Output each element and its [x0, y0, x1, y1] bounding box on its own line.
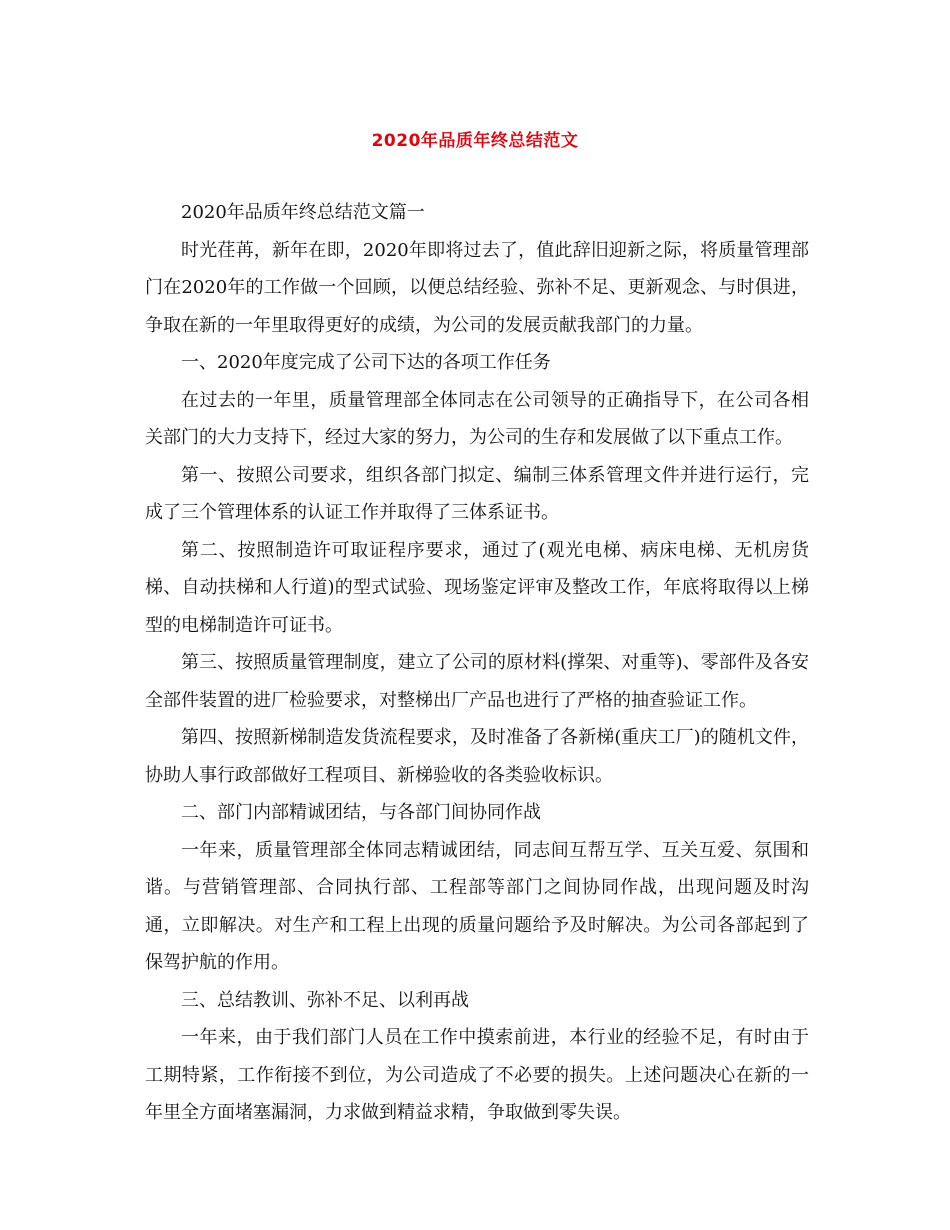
body-paragraph: 第四、按照新梯制造发货流程要求，及时准备了各新梯(重庆工厂)的随机文件，协助人事行政部做好工程项目、新梯验收的各类验收标识。 — [145, 727, 809, 786]
section-heading-1: 一、2020年度完成了公司下达的各项工作任务 — [181, 352, 551, 373]
section-heading-3: 三、总结教训、弥补不足、以利再战 — [181, 989, 469, 1011]
subtitle-paragraph: 2020年品质年终总结范文篇一 — [181, 202, 425, 223]
body-paragraph: 在过去的一年里，质量管理部全体同志在公司领导的正确指导下，在公司各相关部门的大力支持下，经过大家的努力，为公司的生存和发展做了以下重点工作。 — [145, 389, 809, 448]
body-paragraph: 第二、按照制造许可取证程序要求，通过了(观光电梯、病床电梯、无机房货梯、自动扶梯和人行道)的型式试验、现场鉴定评审及整改工作，年底将取得以上梯型的电梯制造许可证书。 — [145, 539, 809, 636]
section-heading-2: 二、部门内部精诚团结，与各部门间协同作战 — [181, 802, 541, 823]
body-paragraph: 一年来，由于我们部门人员在工作中摸索前进，本行业的经验不足，有时由于工期特紧，工作衔接不到位，为公司造成了不必要的损失。上述问题决心在新的一年里全方面堵塞漏洞，力求做到精益求精，争取做到零失误。 — [145, 1027, 809, 1123]
intro-paragraph: 时光荏苒，新年在即，2020年即将过去了，值此辞旧迎新之际，将质量管理部门在2020年的工作做一个回顾，以便总结经验、弥补不足、更新观念、与时俱进，争取在新的一年里取得更好的成绩，为公司的发展贡献我部门的力量。 — [145, 239, 809, 336]
document-title: 2020年品质年终总结范文 — [371, 131, 579, 151]
body-paragraph: 第一、按照公司要求，组织各部门拟定、编制三体系管理文件并进行运行，完成了三个管理体系的认证工作并取得了三体系证书。 — [145, 464, 809, 523]
document-body — [145, 194, 809, 1132]
body-paragraph: 一年来，质量管理部全体同志精诚团结，同志间互帮互学、互关互爱、氛围和谐。与营销管理部、合同执行部、工程部等部门之间协同作战，出现问题及时沟通，立即解决。对生产和工程上出现的质量问题给予及时解决。为公司各部起到了保驾护航的作用。 — [145, 839, 809, 973]
body-paragraph: 第三、按照质量管理制度，建立了公司的原材料(撑架、对重等)、零部件及各安全部件装置的进厂检验要求，对整梯出厂产品也进行了严格的抽查验证工作。 — [145, 652, 809, 711]
